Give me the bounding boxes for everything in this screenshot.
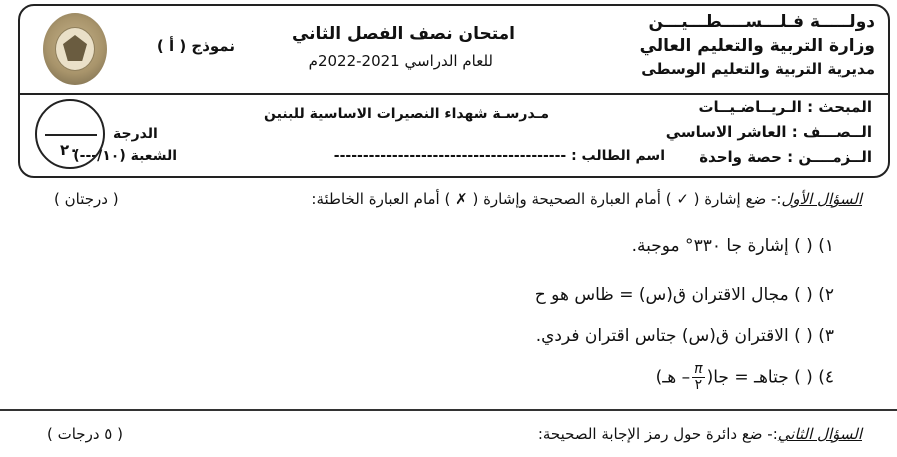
answer-blank[interactable]: ( ) (794, 326, 813, 346)
item-text-after: – هـ) (655, 367, 691, 388)
item-text-before: جتاهـ = جا( (706, 367, 789, 388)
grade-line (45, 134, 97, 136)
q1-item-3 (536, 326, 834, 346)
q1-item-1 (632, 236, 834, 256)
question2-instruction: :- ضع دائرة حول رمز الإجابة الصحيحة: (537, 425, 778, 443)
q1-item-2 (535, 285, 834, 305)
section-divider (0, 409, 897, 411)
answer-blank[interactable]: ( ) (794, 367, 813, 388)
fraction-denominator: ٢ (694, 377, 703, 393)
question1-marks: ( درجتان ) (54, 190, 119, 208)
item-number: ٤) (818, 367, 834, 388)
item-number: ٢) (818, 285, 834, 305)
item-text: إشارة جا ٣٣٠° موجبة. (631, 236, 789, 256)
item-number: ٣) (818, 326, 834, 346)
item-text: الاقتران ق(س) جتاس اقتران فردي. (535, 326, 789, 346)
directorate-name: مديرية التربية والتعليم الوسطى (641, 60, 875, 78)
palestine-emblem-icon (43, 13, 107, 85)
exam-title: امتحان نصف الفصل الثاني (291, 24, 515, 44)
question2-marks: ( ٥ درجات ) (47, 425, 123, 443)
q1-item-4 (656, 362, 834, 393)
grade-label: الدرجة (113, 126, 158, 142)
class-field: الــصـــف : العاشر الاساسي (665, 123, 872, 141)
state-name: دولـــــة فـلـــســــطـــيـــن (648, 12, 875, 32)
pi-over-two-fraction (692, 362, 704, 393)
answer-blank[interactable]: ( ) (794, 285, 813, 305)
header-divider (20, 93, 888, 95)
question1-heading (311, 190, 862, 208)
fraction-numerator: π (694, 361, 703, 377)
section-field: الشعبة (١٠/---) (73, 148, 177, 164)
school-name: مـدرسـة شهداء النصيرات الاساسية للبنين (264, 106, 549, 122)
academic-year: للعام الدراسي 2021-2022م (308, 52, 493, 70)
time-field: الــزمــــن : حصة واحدة (699, 148, 872, 166)
student-name-field: اسم الطالب : ---------------------------------------- (333, 148, 665, 164)
ministry-name: وزارة التربية والتعليم العالي (639, 36, 875, 56)
question2-title: السؤال الثاني (777, 425, 862, 443)
item-number: ١) (818, 236, 834, 256)
grade-total: ٢٠ (60, 141, 79, 159)
subject-field: المبحث : الـريــاضـيــات (698, 98, 872, 116)
question1-instruction: :- ضع إشارة ( ✓ ) أمام العبارة الصحيحة وإشارة ( ✗ ) أمام العبارة الخاطئة: (311, 190, 782, 208)
answer-blank[interactable]: ( ) (794, 236, 813, 256)
question1-title: السؤال الأول (781, 190, 862, 208)
exam-model: نموذج ( أ ) (156, 37, 235, 55)
question2-heading (538, 425, 862, 443)
item-text: مجال الاقتران ق(س) = ظاس هو ح (534, 285, 789, 305)
